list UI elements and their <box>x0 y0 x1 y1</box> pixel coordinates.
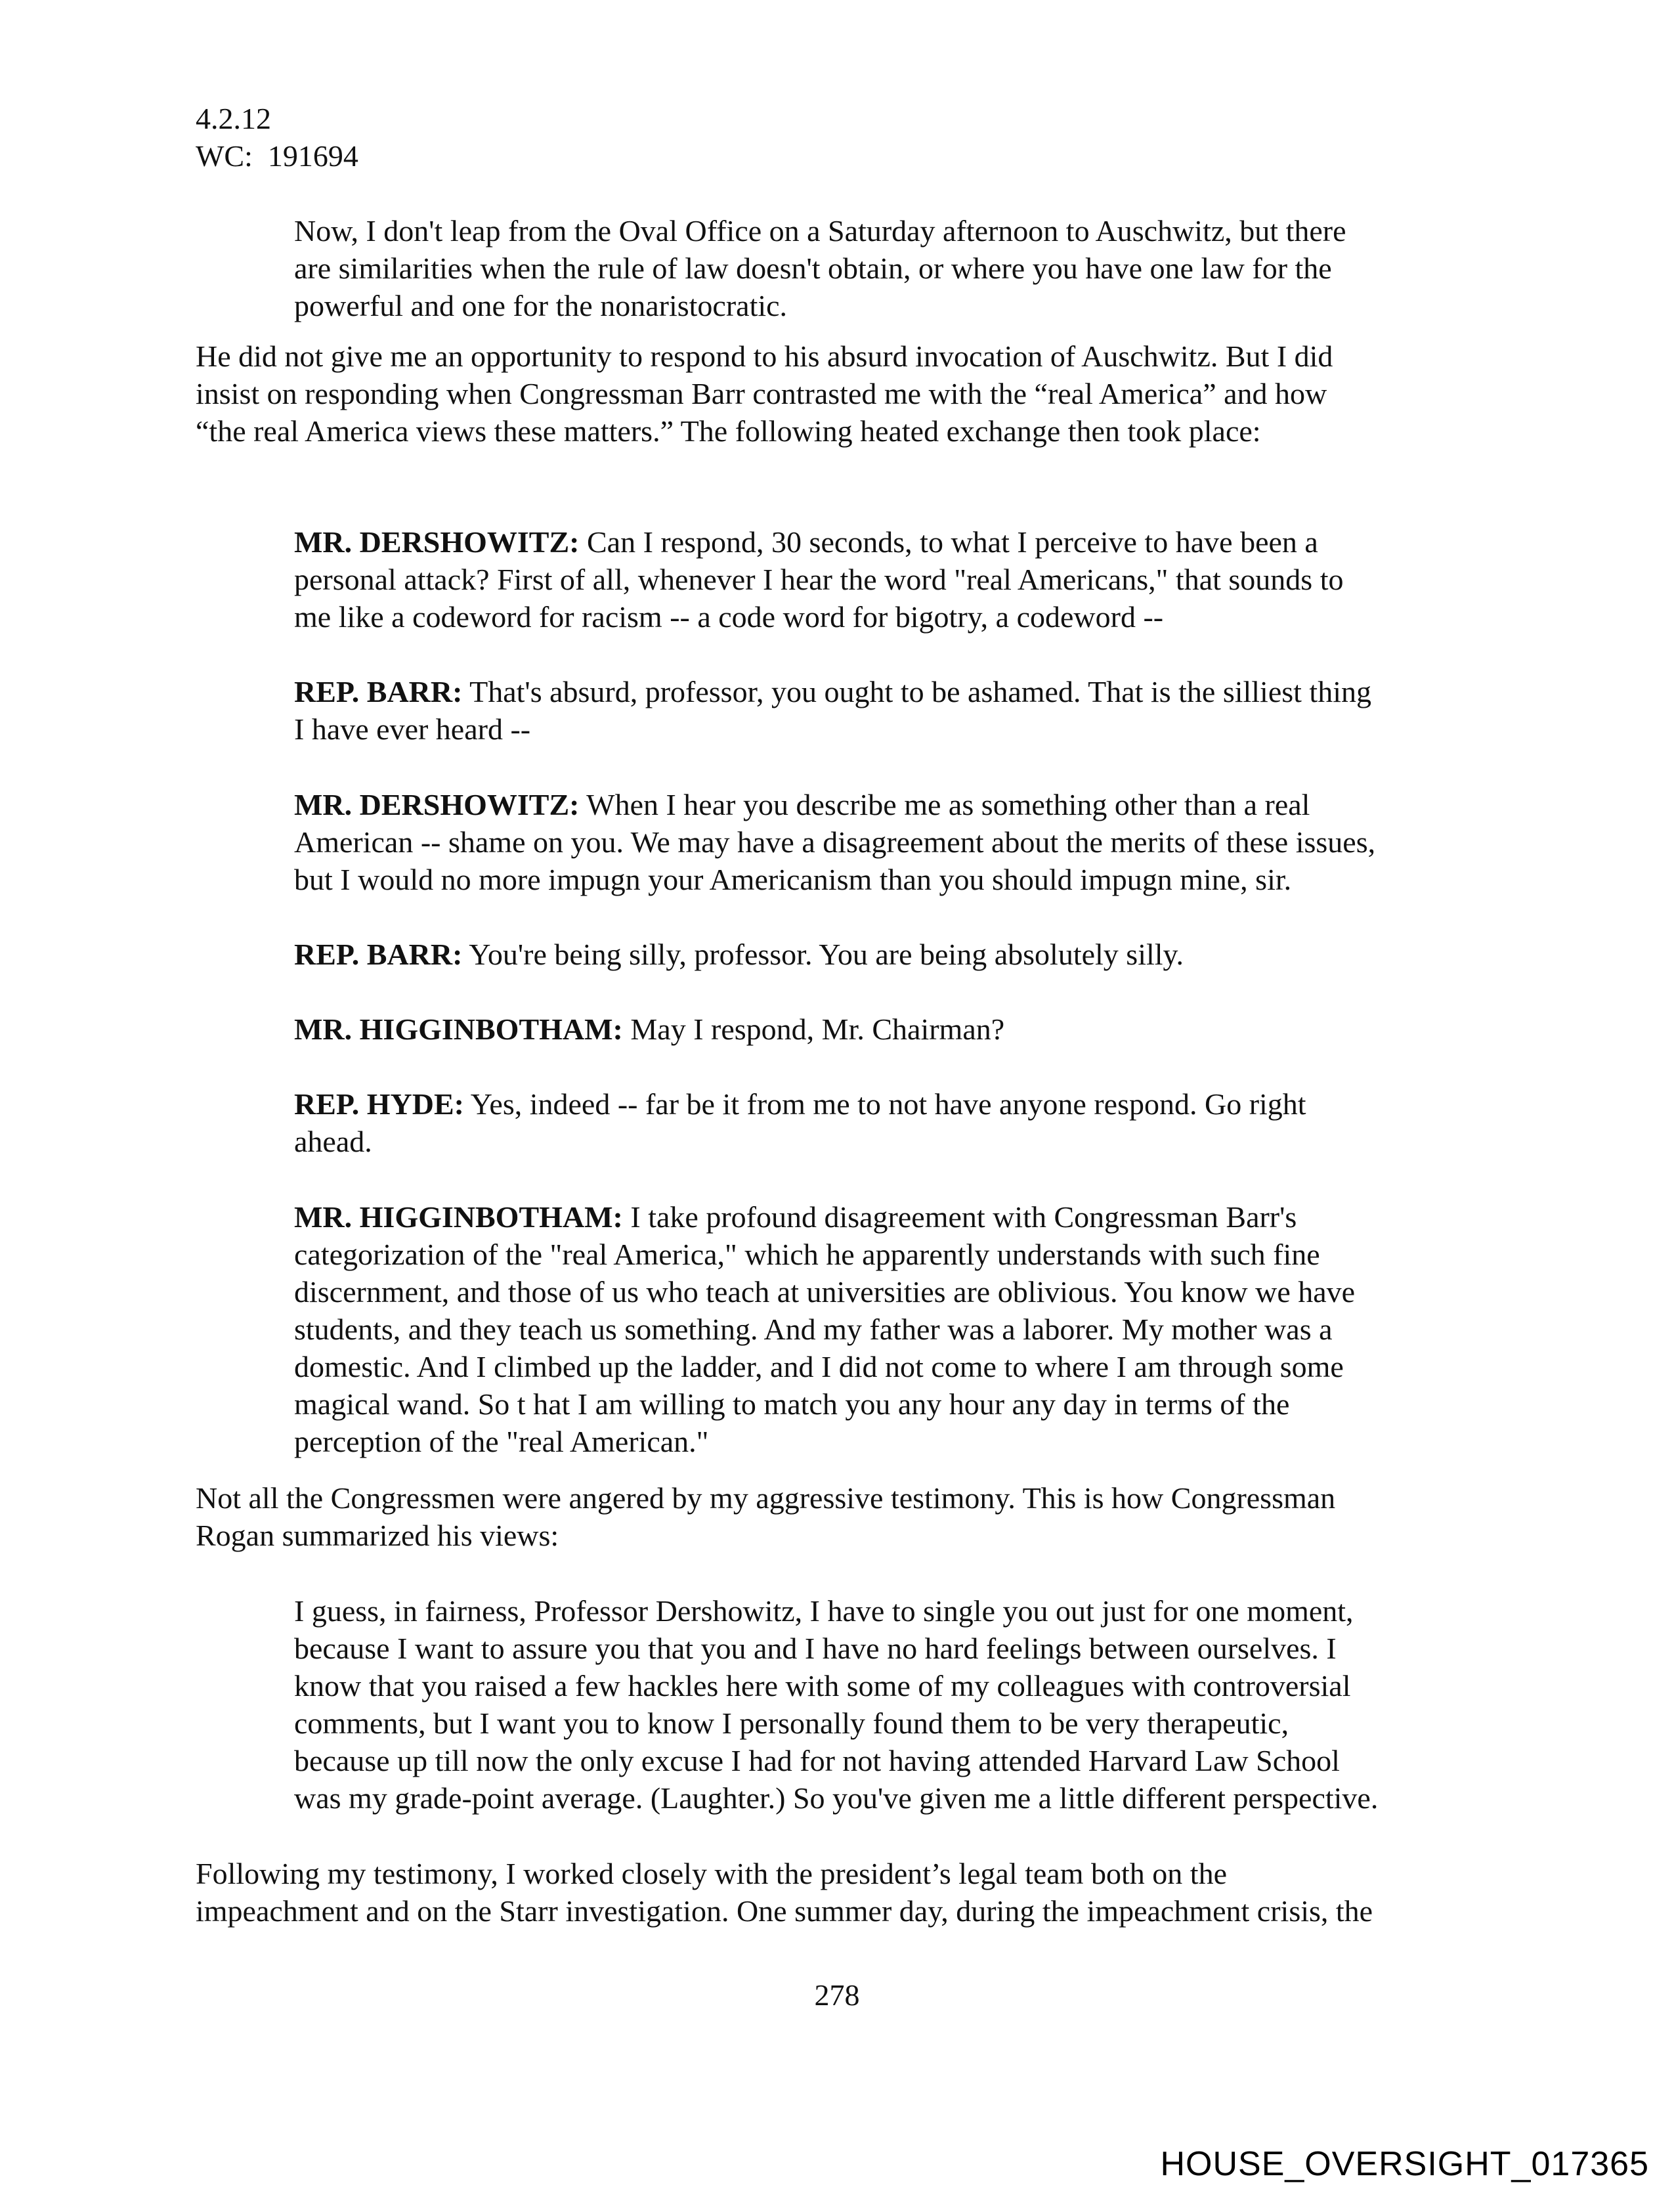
speaker-name: MR. DERSHOWITZ: <box>294 525 580 559</box>
exchange-line: magical wand. So t hat I am willing to match you any hour any day in terms of the <box>294 1387 1290 1421</box>
exchange-entry <box>294 1010 1476 1048</box>
block-quote-oval-office <box>294 212 1476 324</box>
exchange-line: but I would no more impugn your Americanism than you should impugn mine, sir. <box>294 863 1292 896</box>
exchange-line <box>294 523 1476 561</box>
bates-stamp: HOUSE_OVERSIGHT_017365 <box>1160 2145 1649 2183</box>
exchange-line: categorization of the "real America," which he apparently understands with such fine <box>294 1238 1320 1271</box>
paragraph-line: He did not give me an opportunity to respond to his absurd invocation of Auschwitz. But I did <box>196 339 1333 373</box>
exchange-line: ahead. <box>294 1125 372 1158</box>
quote-line: I guess, in fairness, Professor Dershowitz, I have to single you out just for one moment, <box>294 1594 1354 1628</box>
exchange-line: American -- shame on you. We may have a disagreement about the merits of these issues, <box>294 825 1376 859</box>
exchange-line <box>294 1010 1476 1048</box>
quote-line: know that you raised a few hackles here with some of my colleagues with controversial <box>294 1669 1351 1702</box>
exchange-line <box>294 1198 1476 1236</box>
page-number: 278 <box>814 1978 860 2012</box>
exchange-entry <box>294 523 1476 636</box>
block-quote-rogan <box>294 1592 1476 1817</box>
speaker-name: MR. DERSHOWITZ: <box>294 788 580 821</box>
quote-line: because I want to assure you that you and I have no hard feelings between ourselves. I <box>294 1632 1337 1665</box>
exchange-line: me like a codeword for racism -- a code word for bigotry, a codeword -- <box>294 600 1164 634</box>
exchange-entry <box>294 936 1476 973</box>
paragraph-line: Following my testimony, I worked closely with the president’s legal team both on the <box>196 1857 1227 1890</box>
exchange-entry <box>294 786 1476 898</box>
paragraph-auschwitz-response <box>196 337 1482 450</box>
exchange-line: I have ever heard -- <box>294 712 531 746</box>
exchange-line <box>294 786 1476 823</box>
exchange-line <box>294 673 1476 710</box>
paragraph-line: impeachment and on the Starr investigation. One summer day, during the impeachment crisis, the <box>196 1894 1373 1928</box>
exchange-line: discernment, and those of us who teach at universities are oblivious. You know we have <box>294 1275 1356 1309</box>
document-header <box>196 100 358 175</box>
quote-line: because up till now the only excuse I had for not having attended Harvard Law School <box>294 1744 1340 1777</box>
exchange-line: personal attack? First of all, whenever I hear the word "real Americans," that sounds to <box>294 563 1344 596</box>
quote-line: Now, I don't leap from the Oval Office on a Saturday afternoon to Auschwitz, but there <box>294 214 1346 248</box>
header-date: 4.2.12 <box>196 102 271 135</box>
exchange-line: students, and they teach us something. And my father was a laborer. My mother was a <box>294 1312 1333 1346</box>
exchange-entry <box>294 1085 1476 1160</box>
exchange-text: I take profound disagreement with Congressman Barr's <box>622 1200 1297 1234</box>
exchange-text: Yes, indeed -- far be it from me to not have anyone respond. Go right <box>464 1087 1306 1121</box>
header-word-count: WC: 191694 <box>196 139 358 173</box>
exchange-text: You're being silly, professor. You are being absolutely silly. <box>462 938 1184 971</box>
exchange-text: Can I respond, 30 seconds, to what I perceive to have been a <box>579 525 1318 559</box>
speaker-name: REP. HYDE: <box>294 1087 464 1121</box>
quote-line: are similarities when the rule of law doesn't obtain, or where you have one law for the <box>294 251 1332 285</box>
paragraph-line: insist on responding when Congressman Barr contrasted me with the “real America” and how <box>196 377 1327 410</box>
exchange-line <box>294 1085 1476 1123</box>
exchange-line: perception of the "real American." <box>294 1425 709 1458</box>
exchange-entry <box>294 1198 1476 1460</box>
exchange-line <box>294 936 1476 973</box>
speaker-name: REP. BARR: <box>294 938 463 971</box>
exchange-line: domestic. And I climbed up the ladder, and I did not come to where I am through some <box>294 1350 1344 1383</box>
quote-line: powerful and one for the nonaristocratic. <box>294 289 788 322</box>
quote-line: comments, but I want you to know I personally found them to be very therapeutic, <box>294 1706 1289 1740</box>
speaker-name: REP. BARR: <box>294 675 463 708</box>
exchange-entry <box>294 673 1476 748</box>
paragraph-rogan-intro <box>196 1479 1482 1554</box>
speaker-name: MR. HIGGINBOTHAM: <box>294 1200 623 1234</box>
paragraph-line: “the real America views these matters.” The following heated exchange then took place: <box>196 414 1261 448</box>
exchange-text: May I respond, Mr. Chairman? <box>622 1012 1005 1046</box>
speaker-name: MR. HIGGINBOTHAM: <box>294 1012 623 1046</box>
paragraph-legal-team <box>196 1855 1482 1930</box>
exchange-text: That's absurd, professor, you ought to be ashamed. That is the silliest thing <box>462 675 1371 708</box>
paragraph-line: Rogan summarized his views: <box>196 1519 559 1552</box>
exchange-text: When I hear you describe me as something other than a real <box>579 788 1310 821</box>
paragraph-line: Not all the Congressmen were angered by my aggressive testimony. This is how Congressman <box>196 1481 1336 1515</box>
quote-line: was my grade-point average. (Laughter.) So you've given me a little different perspective. <box>294 1781 1379 1815</box>
